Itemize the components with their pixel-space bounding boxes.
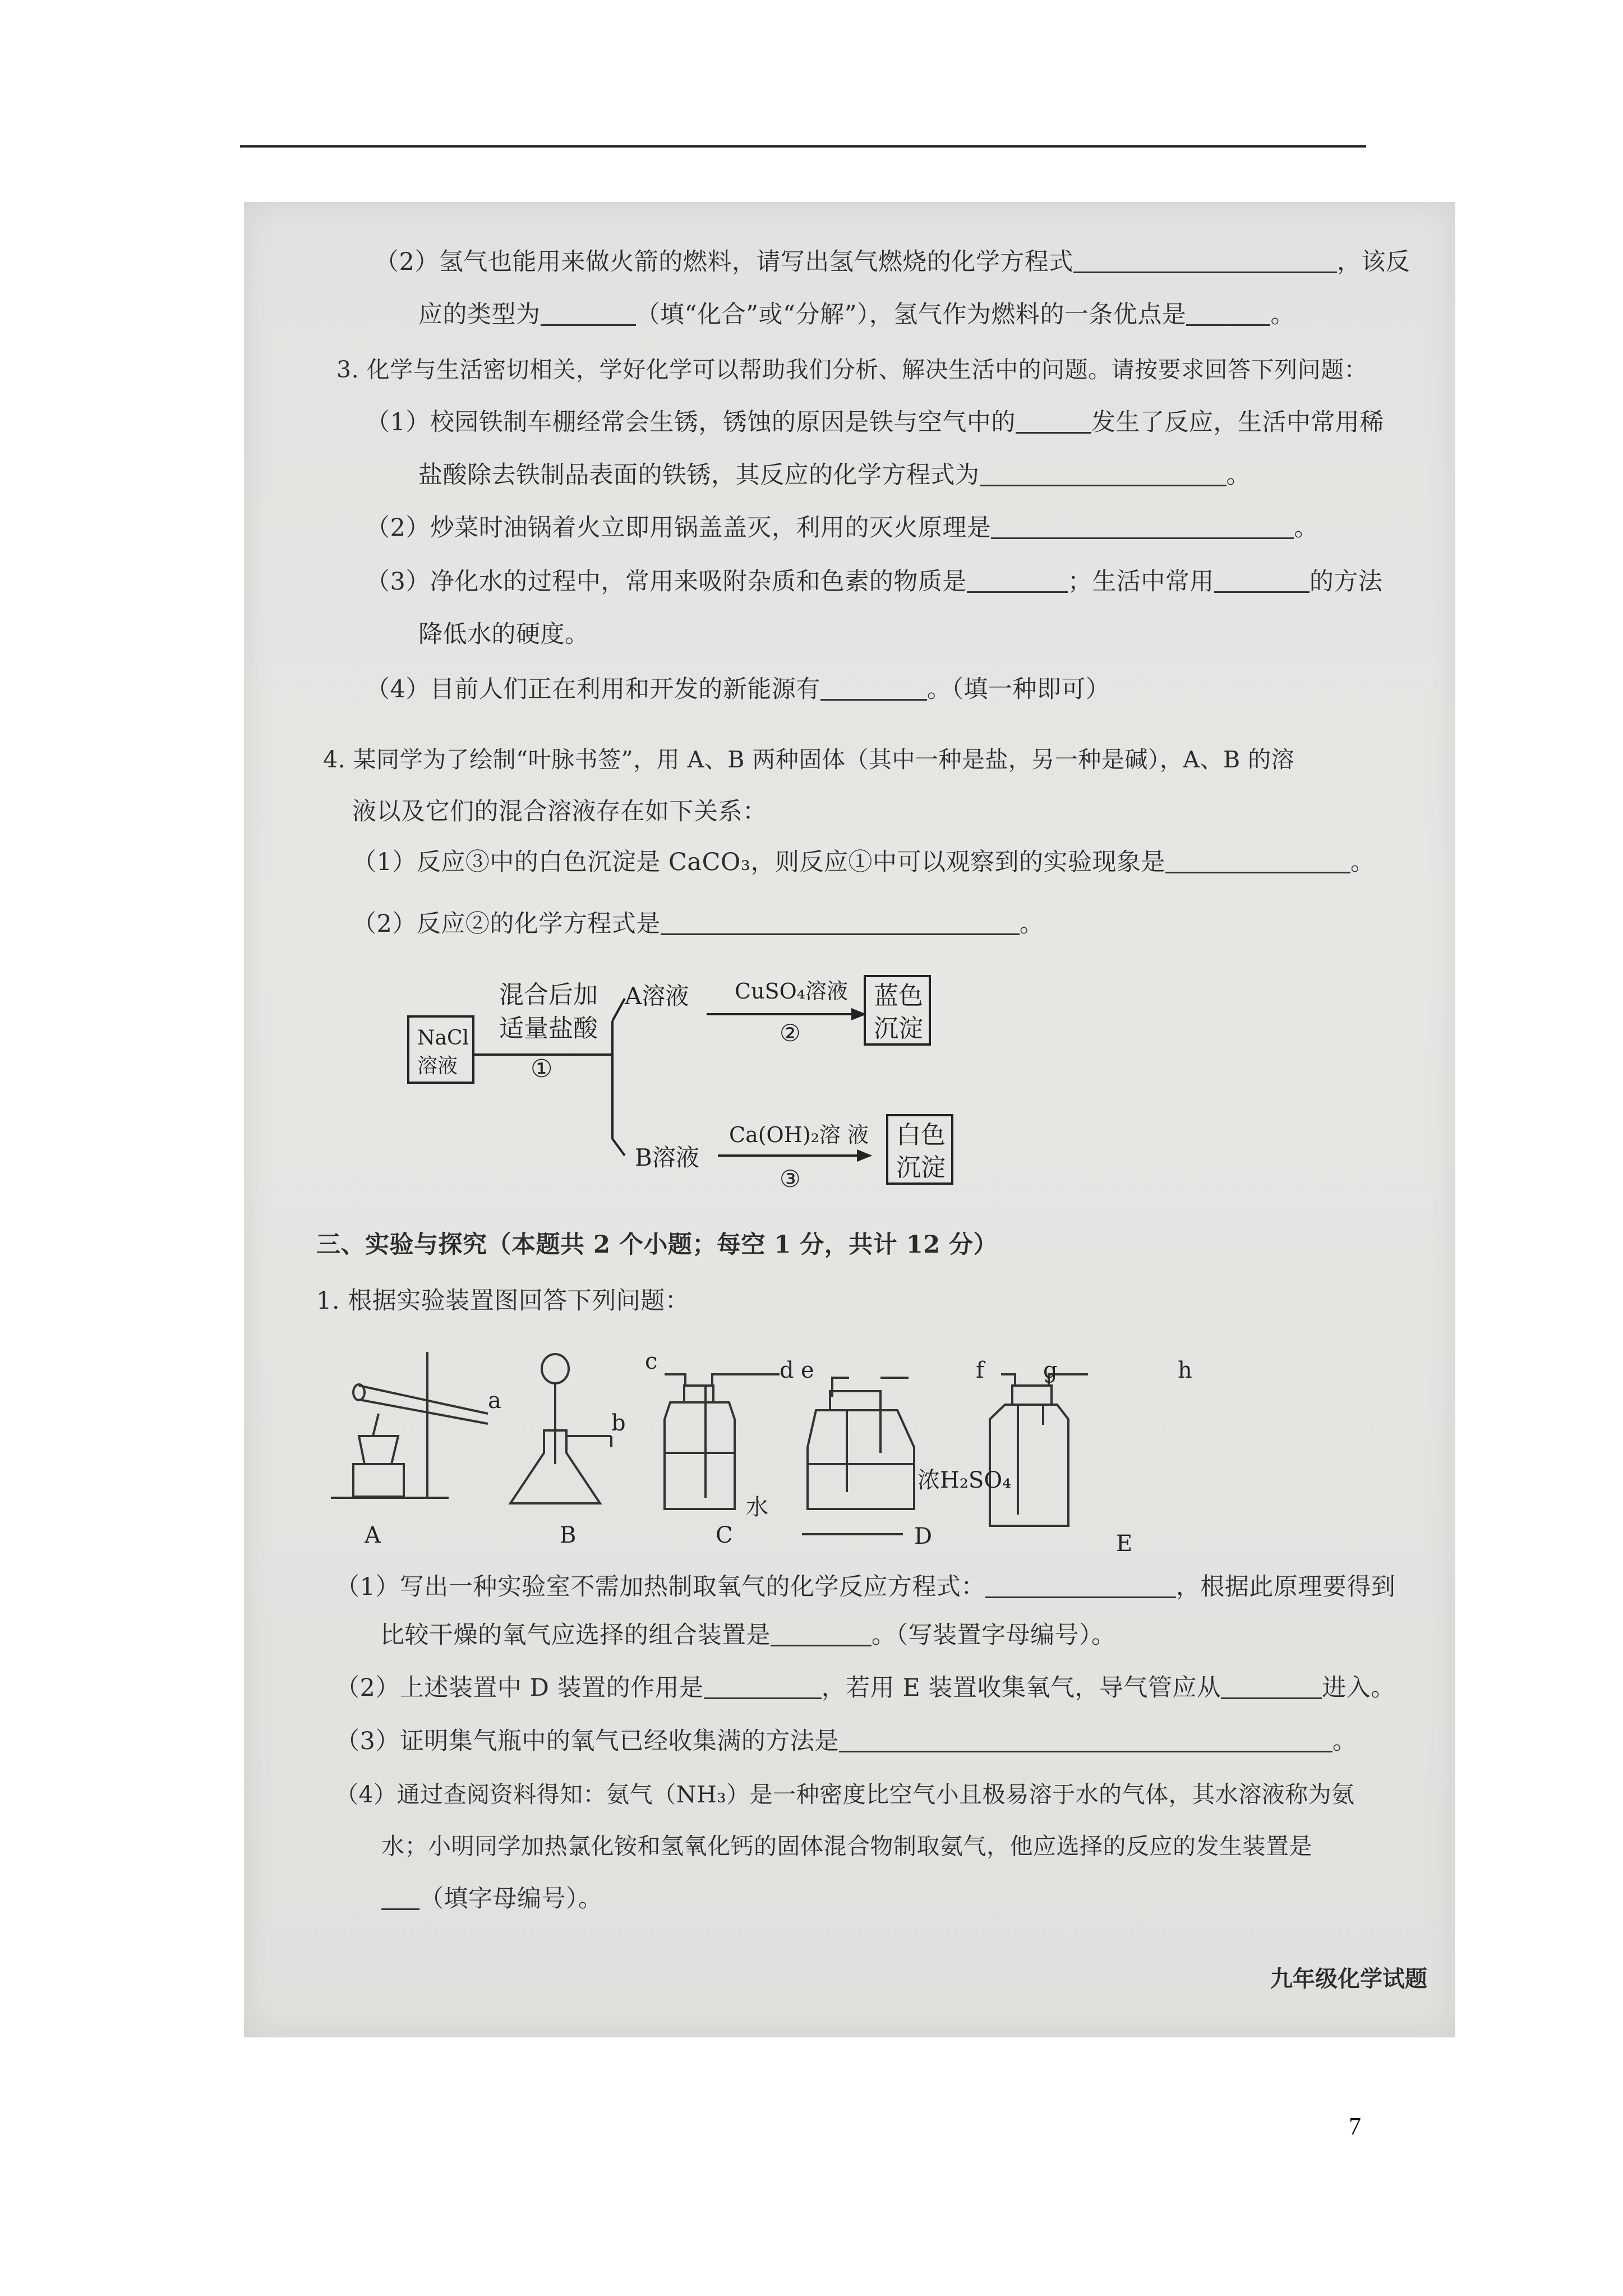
text: （填“化合”或“分解”），氢气作为燃料的一条优点是: [635, 301, 1187, 329]
q2-2-line2: [418, 298, 1295, 331]
text: 。: [1019, 910, 1044, 938]
port-c: c: [645, 1349, 658, 1374]
answer-blank[interactable]: [980, 461, 1227, 486]
text: ；生活中常用: [1067, 568, 1214, 596]
port-e: e: [801, 1358, 814, 1383]
a-result-1: 蓝色: [874, 982, 923, 1010]
text: 应的类型为: [418, 301, 541, 329]
text: 。（填一种即可）: [926, 675, 1110, 703]
q2-2-line1: [375, 246, 1410, 278]
q3-intro: 3. 化学与生活密切相关，学好化学可以帮助我们分析、解决生活中的问题。请按要求回答下列问题：: [336, 356, 1368, 383]
b-solution-label: B溶液: [635, 1144, 699, 1171]
arrow-a-head: [852, 1010, 864, 1019]
s3-q1-intro: 1. 根据实验装置图回答下列问题：: [316, 1287, 690, 1315]
reaction-diagram: [393, 965, 998, 1200]
answer-blank[interactable]: [661, 910, 1020, 935]
a-solution-label: A溶液: [625, 982, 689, 1010]
header-rule: [240, 145, 1366, 148]
answer-blank[interactable]: [381, 1885, 419, 1910]
b-num: ③: [780, 1165, 801, 1193]
text: ，根据此原理要得到: [1175, 1573, 1396, 1601]
text: （4）目前人们正在利用和开发的新能源有: [366, 675, 820, 703]
nacl-label: NaCl: [417, 1027, 469, 1050]
page-number: 7: [1349, 2113, 1361, 2140]
section-3-title: 三、实验与探究（本题共 2 个小题；每空 1 分，共计 12 分）: [316, 1231, 998, 1259]
branch-b: [612, 1139, 625, 1156]
apparatus-a: [331, 1352, 488, 1498]
answer-blank[interactable]: [1165, 848, 1350, 873]
s3-q1-4-line2: 水；小明同学加热氯化铵和氢氧化钙的固体混合物制取氨气，他应选择的反应的发生装置是: [381, 1833, 1312, 1860]
text: （2）反应②的化学方程式是: [352, 910, 661, 938]
branch-a: [612, 999, 625, 1021]
apparatus-c: [665, 1374, 780, 1509]
port-a: a: [488, 1388, 501, 1414]
q4-2: [352, 908, 1044, 940]
mid-label-2: 适量盐酸: [499, 1014, 598, 1043]
q3-3-line1: [366, 565, 1382, 598]
text: （2）上述装置中 D 装置的作用是: [335, 1674, 704, 1702]
b-result-1: 白色: [896, 1121, 946, 1149]
label-a: A: [365, 1522, 381, 1548]
q4-intro1: 4. 某同学为了绘制“叶脉书签”，用 A、B 两种固体（其中一种是盐，另一种是碱），A、B 的溶: [323, 746, 1295, 773]
mid-label-1: 混合后加: [499, 981, 598, 1009]
a-result-2: 沉淀: [874, 1014, 923, 1043]
mid-num: ①: [531, 1055, 553, 1083]
text: （1）写出一种实验室不需加热制取氧气的化学反应方程式：: [335, 1573, 985, 1601]
port-h: h: [1178, 1358, 1192, 1383]
q3-4: [366, 673, 1110, 706]
text: 。: [1226, 461, 1251, 489]
q4-intro2: 液以及它们的混合溶液存在如下关系：: [352, 798, 767, 826]
text: 的方法: [1309, 568, 1383, 596]
answer-blank[interactable]: [839, 1727, 1332, 1752]
text: （2）氢气也能用来做火箭的燃料，请写出氢气燃烧的化学方程式: [375, 248, 1073, 276]
port-f: f: [976, 1358, 984, 1383]
label-c: C: [716, 1522, 733, 1548]
label-b: B: [560, 1522, 577, 1548]
answer-blank[interactable]: [1221, 1674, 1322, 1699]
text: （填字母编号）。: [419, 1885, 603, 1913]
port-d: d: [780, 1358, 794, 1383]
port-g: g: [1043, 1358, 1058, 1383]
q4-1: [352, 846, 1375, 878]
answer-blank[interactable]: [704, 1674, 822, 1699]
s3-q1-3: [335, 1725, 1357, 1757]
answer-blank[interactable]: [1073, 248, 1337, 273]
answer-blank[interactable]: [771, 1621, 872, 1646]
text: 进入。: [1322, 1674, 1395, 1702]
text: ，若用 E 装置收集氧气，导气管应从: [821, 1674, 1221, 1702]
s3-q1-2: [335, 1672, 1395, 1704]
s3-q1-1-line1: [335, 1571, 1395, 1603]
s3-q1-1-line2: [380, 1619, 1116, 1651]
s3-q1-4-line3: [381, 1883, 603, 1915]
text: 。: [1270, 301, 1295, 329]
q3-1-line1: [366, 406, 1384, 439]
text: （1）反应③中的白色沉淀是 CaCO₃，则反应①中可以观察到的实验现象是: [352, 848, 1165, 876]
nacl-label-2: 溶液: [417, 1055, 458, 1078]
a-reagent: CuSO₄溶液: [735, 979, 848, 1004]
text: （1）校园铁制车棚经常会生锈，锈蚀的原因是铁与空气中的: [366, 408, 1016, 436]
q3-1-line2: [418, 459, 1251, 491]
answer-blank[interactable]: [967, 568, 1068, 593]
text: 。（写装置字母编号）。: [872, 1621, 1116, 1649]
water-label: 水: [746, 1494, 768, 1520]
text: （2）炒菜时油锅着火立即用锅盖盖灭，利用的灭火原理是: [366, 514, 992, 542]
text: 。: [1350, 848, 1375, 876]
answer-blank[interactable]: [991, 514, 1294, 539]
q3-2: [366, 512, 1318, 544]
text: ，该反: [1336, 248, 1410, 276]
b-result-2: 沉淀: [896, 1153, 946, 1182]
answer-blank[interactable]: [541, 301, 636, 326]
port-b: b: [611, 1410, 626, 1436]
arrow-b-head: [858, 1151, 869, 1160]
apparatus-d: [808, 1378, 914, 1509]
text: 。: [1332, 1727, 1357, 1755]
s3-q1-4-line1: （4）通过查阅资料得知：氨气（NH₃）是一种密度比空气小且极易溶于水的气体，其水溶液称为氨: [335, 1781, 1355, 1808]
apparatus-e: [990, 1374, 1088, 1526]
acid-label: 浓H₂SO₄: [917, 1467, 1012, 1493]
a-num: ②: [780, 1019, 801, 1047]
answer-blank[interactable]: [820, 675, 927, 701]
apparatus-b: [510, 1354, 611, 1503]
text: 。: [1294, 514, 1318, 542]
answer-blank[interactable]: [1214, 568, 1310, 593]
answer-blank[interactable]: [985, 1573, 1176, 1598]
b-reagent: Ca(OH)₂溶 液: [729, 1122, 869, 1147]
text: 发生了反应，生活中常用稀: [1091, 408, 1384, 436]
label-e: E: [1116, 1531, 1133, 1557]
text: 比较干燥的氧气应选择的组合装置是: [380, 1621, 771, 1649]
q3-3-line2: 降低水的硬度。: [418, 620, 589, 648]
answer-blank[interactable]: [1016, 408, 1091, 434]
text: （3）净化水的过程中，常用来吸附杂质和色素的物质是: [366, 568, 967, 596]
answer-blank[interactable]: [1186, 301, 1270, 326]
apparatus-figure: [320, 1341, 1217, 1565]
text: 盐酸除去铁制品表面的铁锈，其反应的化学方程式为: [418, 461, 980, 489]
text: （3）证明集气瓶中的氧气已经收集满的方法是: [335, 1727, 839, 1755]
label-d: D: [914, 1524, 933, 1549]
exam-footer-title: 九年级化学试题: [1270, 1966, 1427, 1992]
